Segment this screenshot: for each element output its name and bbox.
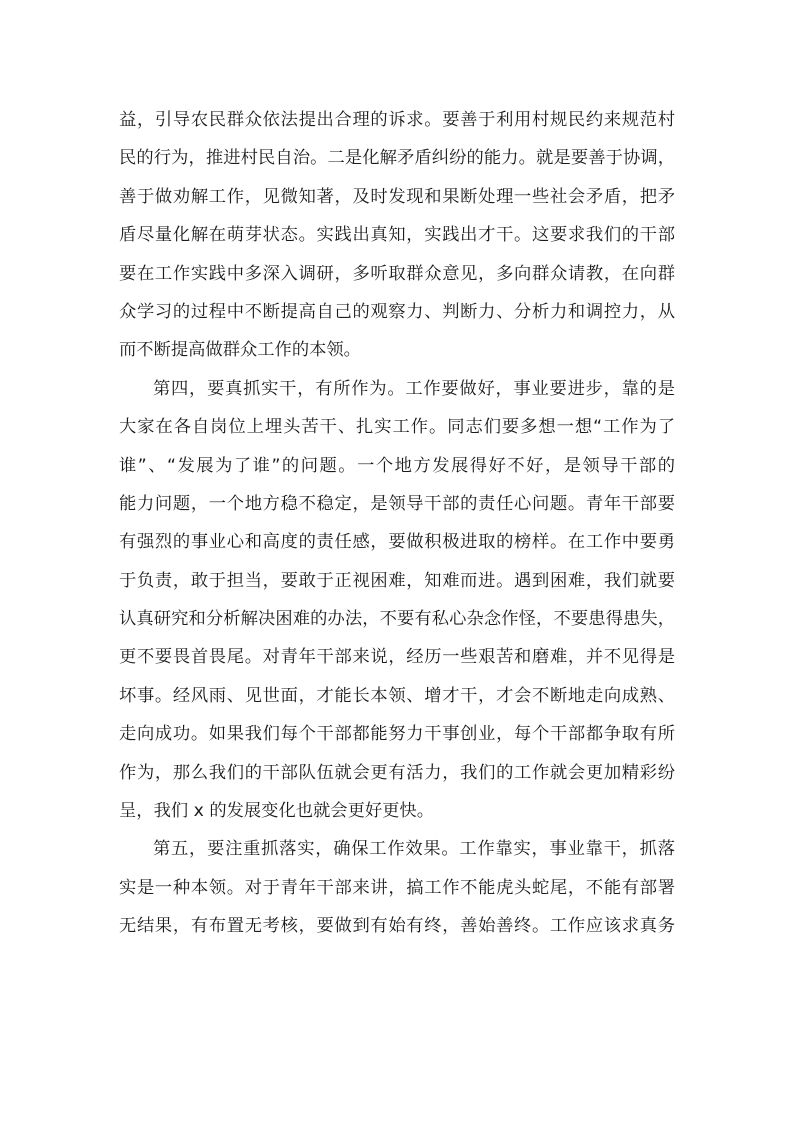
text-line: 要在工作实践中多深入调研，多听取群众意见，多向群众请教，在向群 (119, 263, 675, 284)
text-line: 第四，要真抓实干，有所作为。工作要做好，事业要进步，靠的是 (153, 378, 675, 399)
text-line: 众学习的过程中不断提高自己的观察力、判断力、分析力和调控力，从 (119, 301, 675, 322)
text-line: 第五，要注重抓落实，确保工作效果。工作靠实，事业靠干，抓落 (153, 839, 675, 860)
text-line: 民的行为，推进村民自治。二是化解矛盾纠纷的能力。就是要善于协调， (119, 148, 675, 169)
text-line: 善于做劝解工作，见微知著，及时发现和果断处理一些社会矛盾，把矛 (119, 186, 675, 207)
text-line: 大家在各自岗位上埋头苦干、扎实工作。同志们要多想一想“工作为了 (119, 417, 675, 438)
text-line: 谁”、“发展为了谁”的问题。一个地方发展得好不好，是领导干部的 (119, 455, 675, 476)
text-line: 更不要畏首畏尾。对青年干部来说，经历一些艰苦和磨难，并不见得是 (119, 647, 675, 668)
text-line: 而不断提高做群众工作的本领。 (119, 340, 361, 361)
text-line: 益，引导农民群众依法提出合理的诉求。要善于利用村规民约来规范村 (119, 110, 675, 130)
text-line: 坏事。经风雨、见世面，才能长本领、增才干，才会不断地走向成熟、 (119, 685, 675, 706)
text-line: 于负责，敢于担当，要敢于正视困难，知难而进。遇到困难，我们就要 (119, 570, 675, 591)
text-line: 作为，那么我们的干部队伍就会更有活力，我们的工作就会更加精彩纷 (119, 762, 675, 783)
text-line: 有强烈的事业心和高度的责任感，要做积极进取的榜样。在工作中要勇 (119, 532, 675, 553)
text-line: 盾尽量化解在萌芽状态。实践出真知，实践出才干。这要求我们的干部 (119, 225, 675, 246)
text-line: 无结果，有布置无考核，要做到有始有终，善始善终。工作应该求真务 (119, 916, 675, 937)
body-text (119, 101, 675, 946)
text-line: 能力问题，一个地方稳不稳定，是领导干部的责任心问题。青年干部要 (119, 493, 675, 514)
text-line: 呈，我们 x 的发展变化也就会更好更快。 (119, 801, 434, 822)
text-line: 实是一种本领。对于青年干部来讲，搞工作不能虎头蛇尾，不能有部署 (119, 877, 675, 898)
text-line: 走向成功。如果我们每个干部都能努力干事创业，每个干部都争取有所 (119, 724, 675, 745)
text-line: 认真研究和分析解决困难的办法，不要有私心杂念作怪，不要患得患失， (119, 609, 675, 630)
